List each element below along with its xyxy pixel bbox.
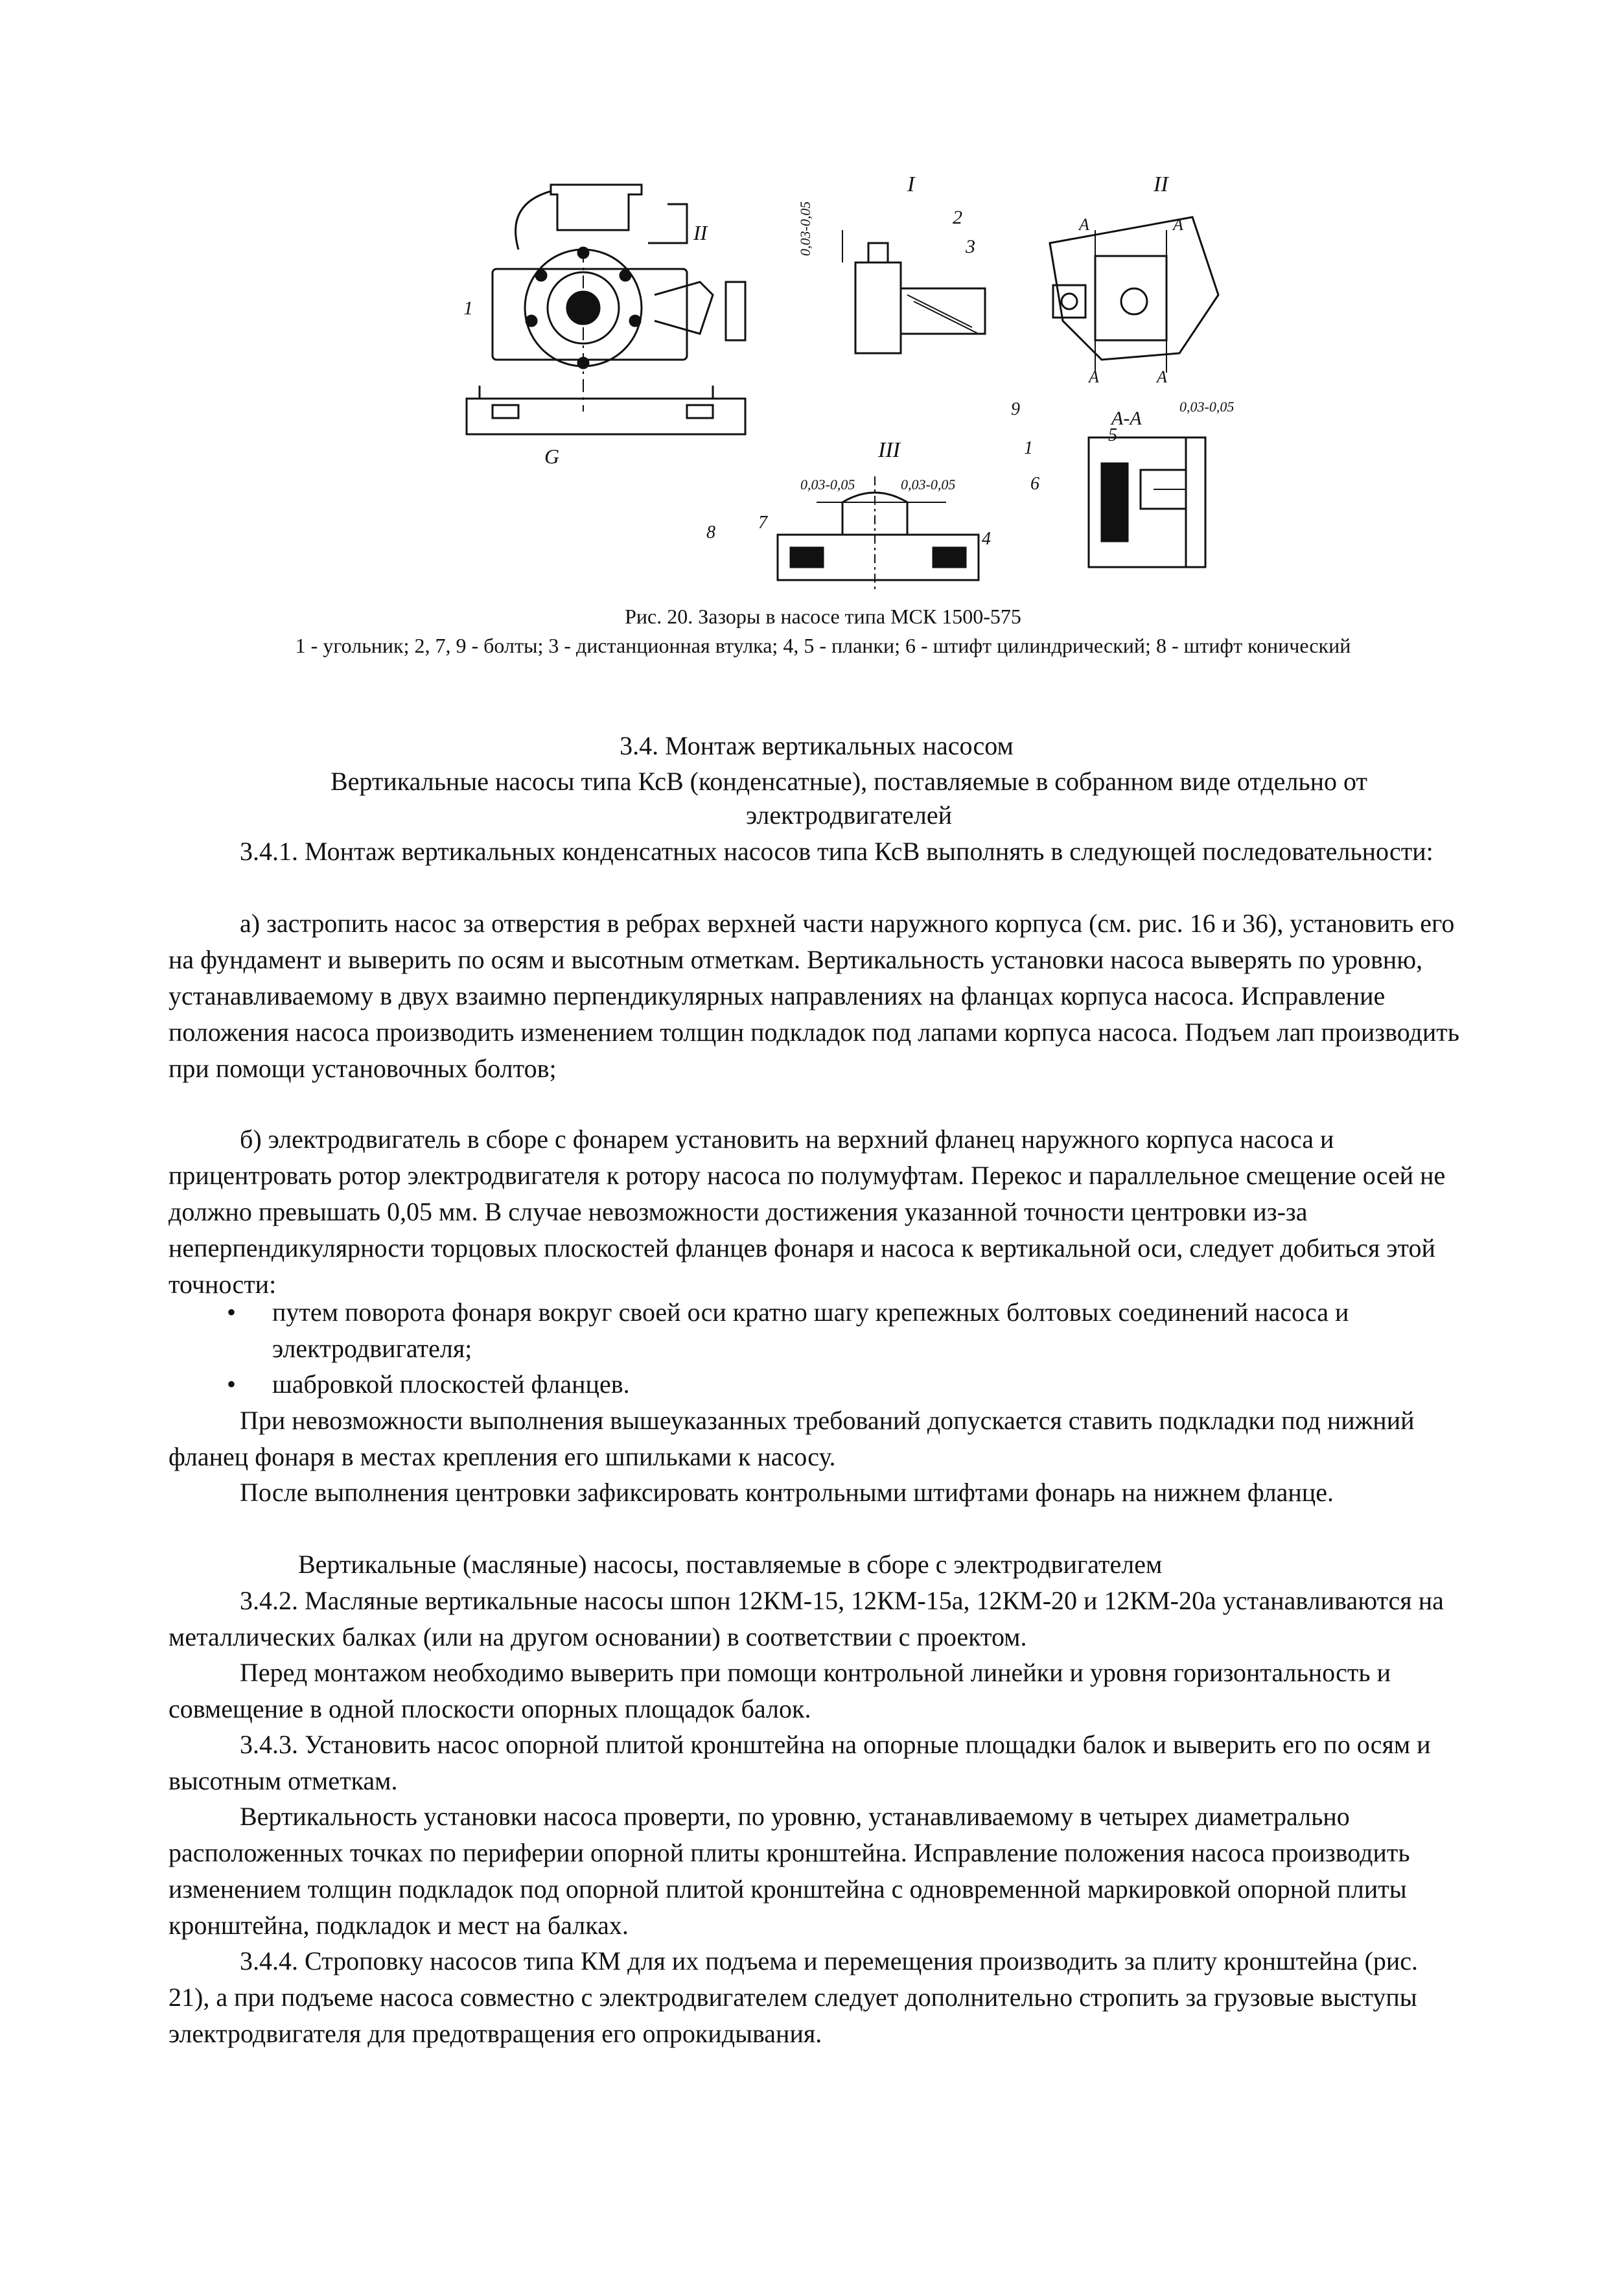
- label-a2: А: [1173, 215, 1183, 234]
- paragraph-3-4-1: 3.4.1. Монтаж вертикальных конденсатных насосов типа КсВ выполнять в следующей последовательности:: [240, 837, 1433, 866]
- label-7: 7: [758, 513, 767, 533]
- detail-view-II: [1050, 217, 1218, 373]
- label-1-ref: 1: [463, 297, 473, 319]
- paragraph-before-mounting: Перед монтажом необходимо выверить при помощи контрольной линейки и уровня горизонтальность и совмещение в одной плоскости опорных площадок балок.: [168, 1658, 1391, 1723]
- bullet-text-1: путем поворота фонаря вокруг своей оси кратно шагу крепежных болтовых соединений насоса и электродвигателя;: [272, 1298, 1349, 1363]
- figure-caption-legend: 1 - угольник; 2, 7, 9 - болты; 3 - дистанционная втулка; 4, 5 - планки; 6 - штифт цилиндрический; 8 - штифт конический: [295, 634, 1351, 657]
- label-8: 8: [706, 522, 715, 542]
- bullet-item-2: [220, 1366, 1465, 1403]
- dim-III-right: 0,03-0,05: [901, 476, 956, 493]
- label-3: 3: [966, 236, 975, 257]
- bullet-text-2: шабровкой плоскостей фланцев.: [272, 1369, 630, 1399]
- paragraph-verticality: Вертикальность установки насоса проверти, по уровню, устанавливаемому в четырех диаметрально расположенных точках по периферии опорной плиты кронштейна. Исправление положения насоса производить изменением толщин подкладок под опорной плитой кронштейна с одновременной маркировкой опорной плиты кронштейна, подкладок и мест на балках.: [168, 1802, 1410, 1940]
- label-view-II-ref: II: [693, 221, 708, 244]
- section-heading: 3.4. Монтаж вертикальных насосом: [620, 731, 1014, 760]
- pump-gap-drawing: [454, 165, 1283, 596]
- label-a1: А: [1079, 215, 1089, 234]
- paragraph-3-4-4: 3.4.4. Строповку насосов типа КМ для их подъема и перемещения производить за плиту кронштейна (рис. 21), а при подъеме насоса совместно с электродвигателем следует дополнительно стропить за грузовые выступы электродвигателя для предотвращения его опрокидывания.: [168, 1946, 1418, 2048]
- figure-caption-title: Рис. 20. Зазоры в насосе типа МСК 1500-575: [625, 605, 1021, 628]
- paragraph-b: б) электродвигатель в сборе с фонарем установить на верхний фланец наружного корпуса насоса и прицентровать ротор электродвигателя к ротору насоса по полумуфтам. Перекос и параллельное смещение осей не должно превышать 0,05 мм. В случае невозможности достижения указанной точности центровки из-за неперпендикулярности торцовых плоскостей фланцев фонаря и насоса к вертикальной оси, следует добиться этой точности:: [168, 1125, 1446, 1299]
- paragraph-3-4-3: 3.4.3. Установить насос опорной плитой кронштейна на опорные площадки балок и выверить его по осям и высотным отметкам.: [168, 1730, 1431, 1795]
- label-5: 5: [1108, 425, 1117, 445]
- detail-view-III: [778, 476, 979, 593]
- label-a3: А: [1089, 367, 1099, 386]
- label-6: 6: [1030, 474, 1039, 494]
- label-section-aa: А-А: [1111, 408, 1142, 429]
- bullet-icon: •: [227, 1298, 237, 1327]
- dim-view-I: 0,03-0,05: [797, 201, 813, 256]
- paragraph-pins: После выполнения центровки зафиксировать контрольными штифтами фонарь на нижнем фланце.: [240, 1478, 1334, 1507]
- label-a4: А: [1157, 367, 1167, 386]
- label-2: 2: [953, 207, 962, 228]
- paragraph-a: а) застропить насос за отверстия в ребрах верхней части наружного корпуса (см. рис. 16 и 36), установить его на фундамент и выверить по осям и высотным отметкам. Вертикальность установки насоса выверять по уровню, устанавливаемому в двух взаимно перпендикулярных направлениях на фланцах корпуса насоса. Исправление положения насоса производить изменением толщин подкладок под лапами корпуса насоса. Подъем лап производить при помощи установочных болтов;: [168, 909, 1460, 1083]
- section-subheading: Вертикальные насосы типа КсВ (конденсатные), поставляемые в собранном виде отдельно от электродвигателей: [331, 767, 1367, 830]
- label-9: 9: [1011, 399, 1020, 419]
- label-1: 1: [1024, 438, 1033, 458]
- subheading-oil-pumps: Вертикальные (масляные) насосы, поставляемые в сборе с электродвигателем: [298, 1550, 1163, 1579]
- label-4: 4: [982, 529, 991, 549]
- dim-III-left: 0,03-0,05: [800, 476, 855, 493]
- bullet-icon: •: [227, 1369, 237, 1399]
- label-view-III: III: [878, 438, 900, 462]
- section-A-A: [1089, 437, 1205, 567]
- paragraph-shims: При невозможности выполнения вышеуказанных требований допускается ставить подкладки под нижний фланец фонаря в местах крепления его шпильками к насосу.: [168, 1406, 1415, 1471]
- detail-view-I: [842, 230, 985, 353]
- paragraph-3-4-2: 3.4.2. Масляные вертикальные насосы шпон 12КМ-15, 12КМ-15а, 12КМ-20 и 12КМ-20а устанавливаются на металлических балках (или на другом основании) в соответствии с проектом.: [168, 1586, 1444, 1651]
- bullet-item-1: [220, 1294, 1465, 1367]
- label-g: G: [544, 445, 560, 468]
- label-view-I: I: [907, 172, 915, 196]
- dim-section: 0,03-0,05: [1179, 399, 1235, 415]
- label-view-II: II: [1154, 172, 1168, 196]
